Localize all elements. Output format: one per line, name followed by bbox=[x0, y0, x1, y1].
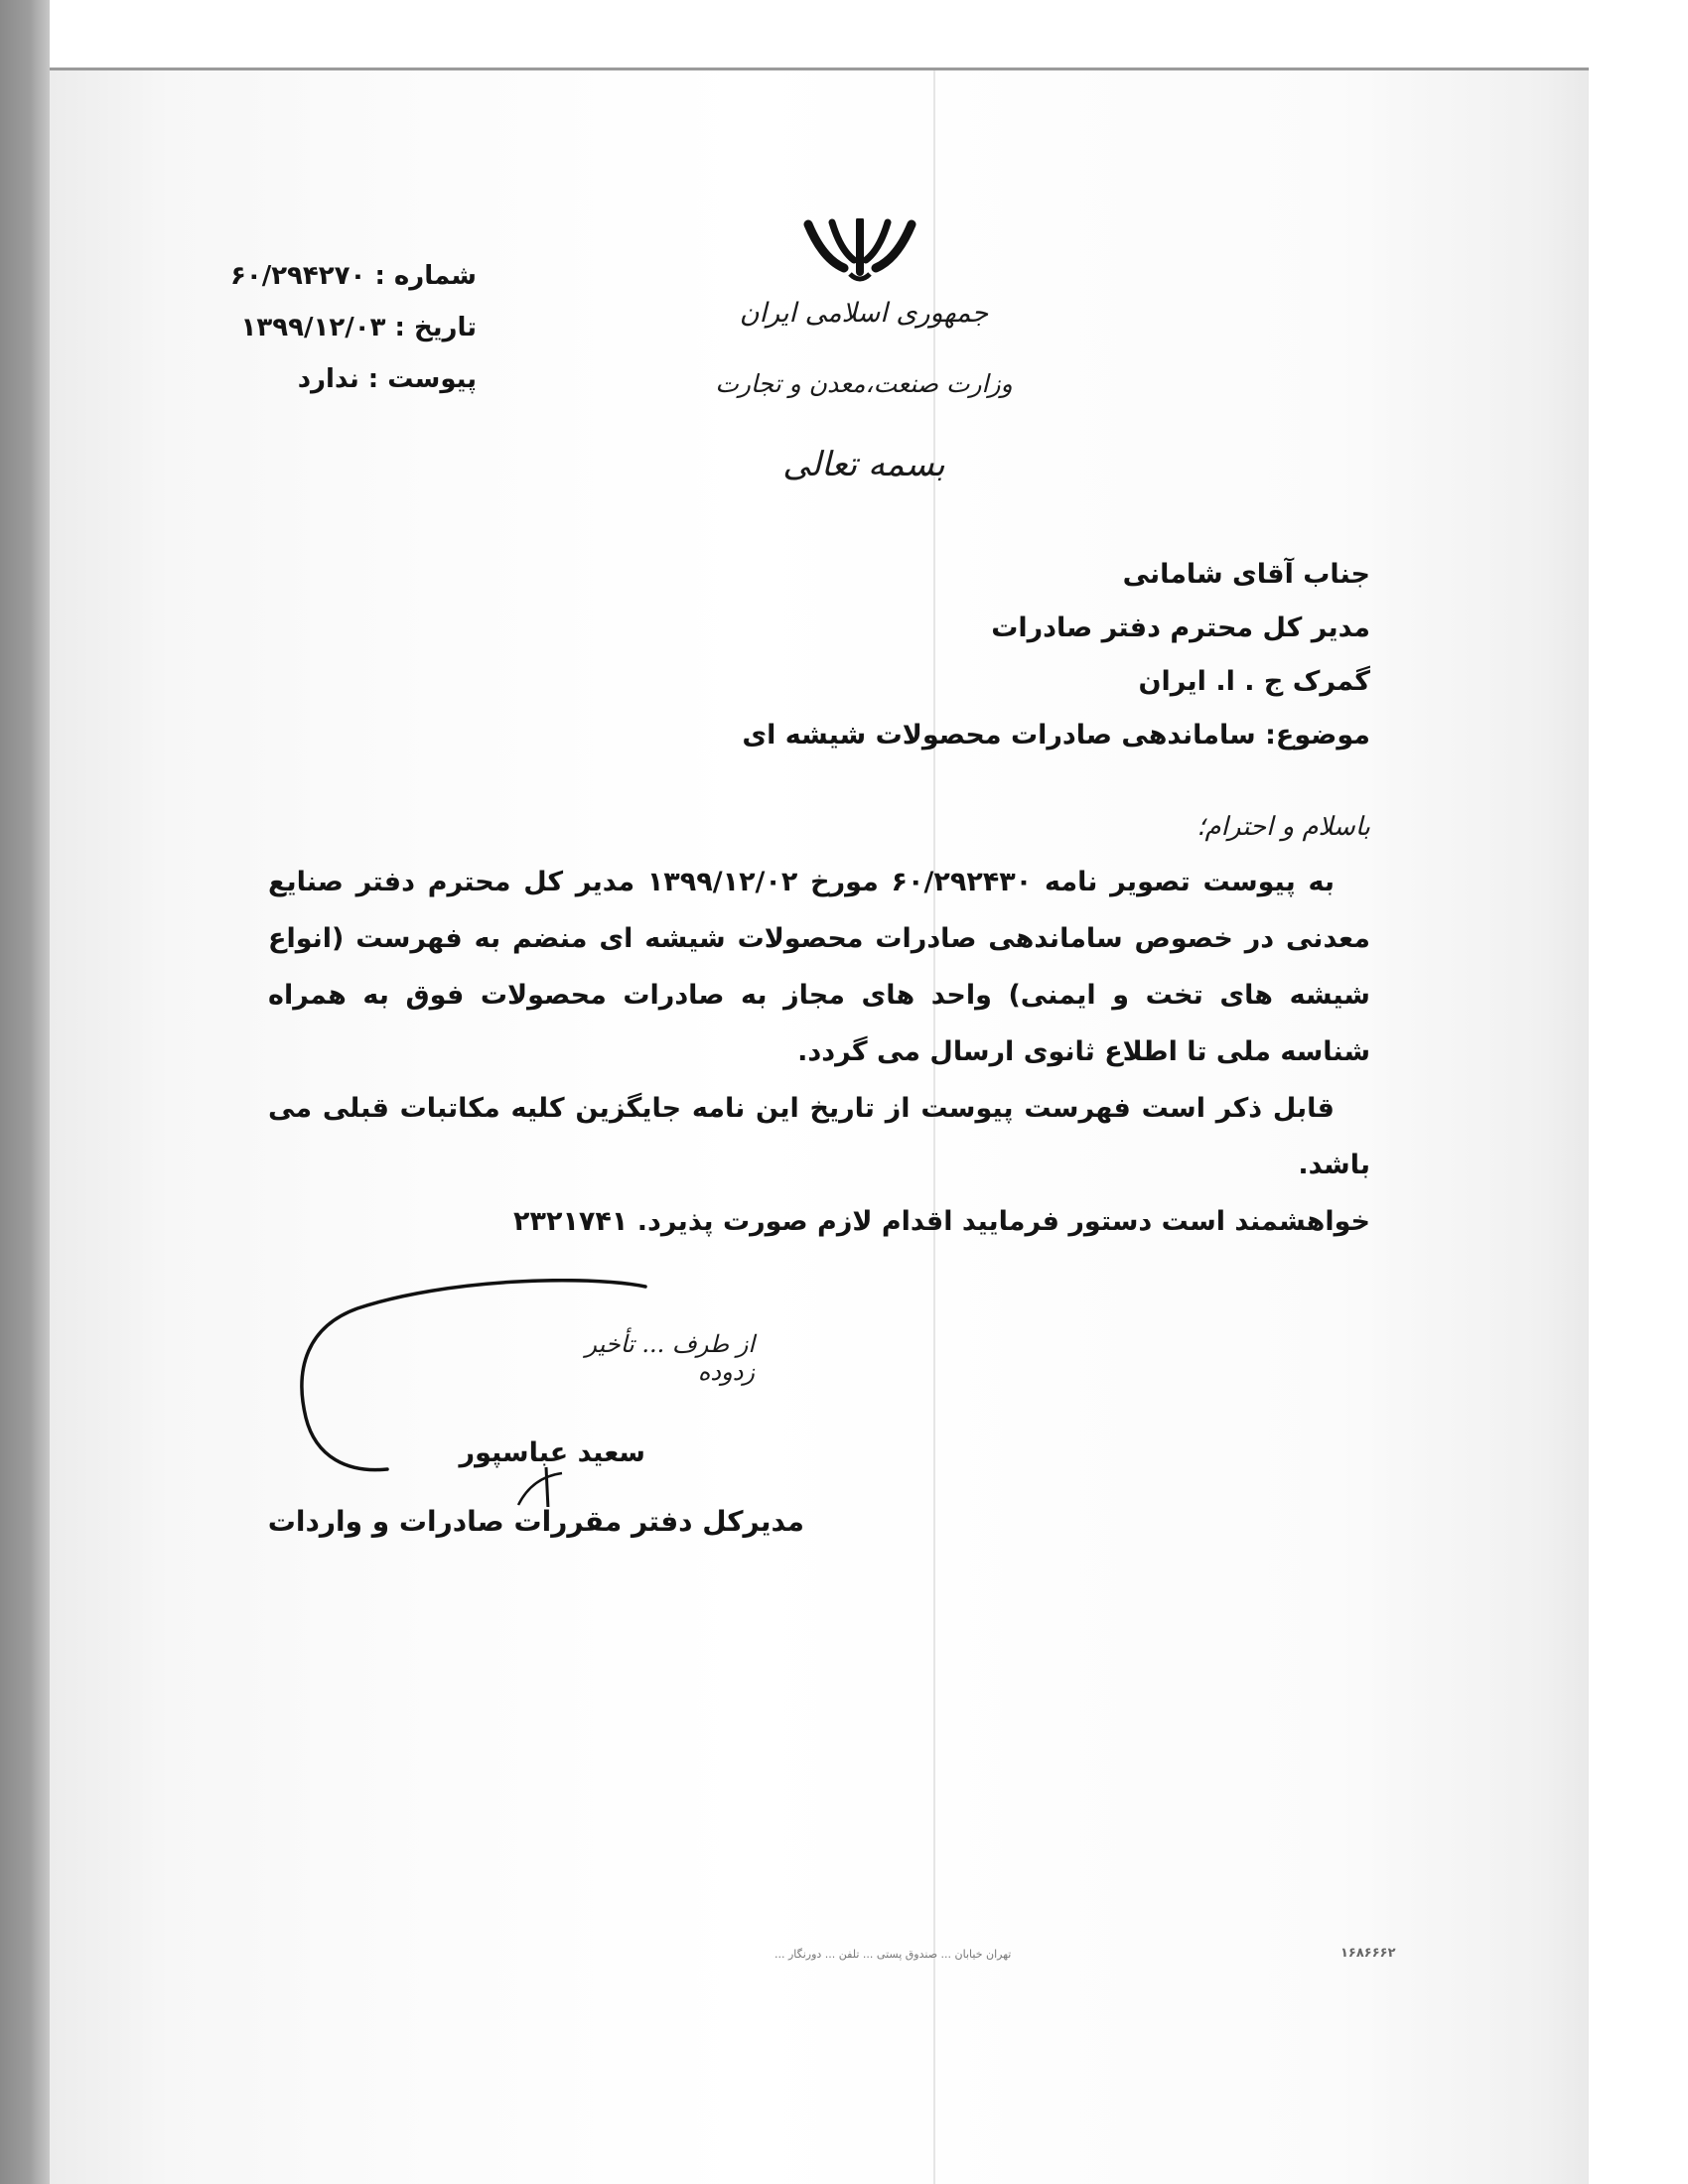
addressee-organization: گمرک ج . ا. ایران bbox=[1138, 666, 1370, 697]
addressee-position: مدیر کل محترم دفتر صادرات bbox=[991, 613, 1370, 643]
body-paragraph: قابل ذکر است فهرست پیوست از تاریخ این نامه جایگزین کلیه مکاتبات قبلی می باشد. bbox=[268, 1093, 1370, 1180]
letter-subject: موضوع: ساماندهی صادرات محصولات شیشه ای bbox=[742, 720, 1370, 751]
addressee-name: جناب آقای شامانی bbox=[1122, 559, 1370, 590]
letter-body bbox=[268, 854, 1370, 1250]
salutation: باسلام و احترام؛ bbox=[1196, 812, 1370, 842]
invocation: بسمه تعالی bbox=[782, 445, 945, 484]
scan-shadow-left bbox=[0, 0, 50, 2184]
addressee-block bbox=[675, 548, 1370, 762]
signer-title: مدیرکل دفتر مقررات صادرات و واردات bbox=[267, 1505, 804, 1538]
body-paragraph: خواهشمند است دستور فرمایید اقدام لازم صورت پذیرد. ۲۳۲۱۷۴۱ bbox=[513, 1206, 1370, 1237]
reference-block bbox=[209, 250, 477, 405]
footer-address: تهران خیابان ... صندوق پستی ... تلفن ... دورنگار ... bbox=[774, 1948, 1012, 1961]
footer-code: ۱۶۸۶۶۶۲ bbox=[1340, 1946, 1396, 1961]
scan-edge-line bbox=[50, 68, 1589, 70]
letter-date: تاریخ : ۱۳۹۹/۱۲/۰۳ bbox=[240, 313, 477, 342]
handwritten-signature bbox=[288, 1279, 665, 1507]
handwritten-note: از طرف ... تأخیر زدوده bbox=[585, 1330, 755, 1386]
scan-margin-top bbox=[50, 0, 1589, 69]
iran-emblem-icon bbox=[800, 218, 919, 288]
body-paragraph: به پیوست تصویر نامه ۶۰/۲۹۲۴۳۰ مورخ ۱۳۹۹/۱۲/۰۲ مدیر کل محترم دفتر صنایع معدنی در خصوص ساماندهی صادرات محصولات شیشه ای منضم به فهرست (انواع شیشه های تخت و ایمنی) واحد های مجاز به صادرات محصولات فوق به همراه شناسه ملی تا اطلاع ثانوی ارسال می گردد. bbox=[268, 867, 1370, 1067]
republic-title: جمهوری اسلامی ایران bbox=[739, 298, 989, 329]
letter-attachment: پیوست : ندارد bbox=[297, 364, 477, 394]
letter-number: شماره : ۶۰/۲۹۴۲۷۰ bbox=[229, 261, 477, 291]
signer-name: سعید عباسپور bbox=[459, 1437, 645, 1468]
ministry-title: وزارت صنعت،معدن و تجارت bbox=[715, 369, 1013, 398]
